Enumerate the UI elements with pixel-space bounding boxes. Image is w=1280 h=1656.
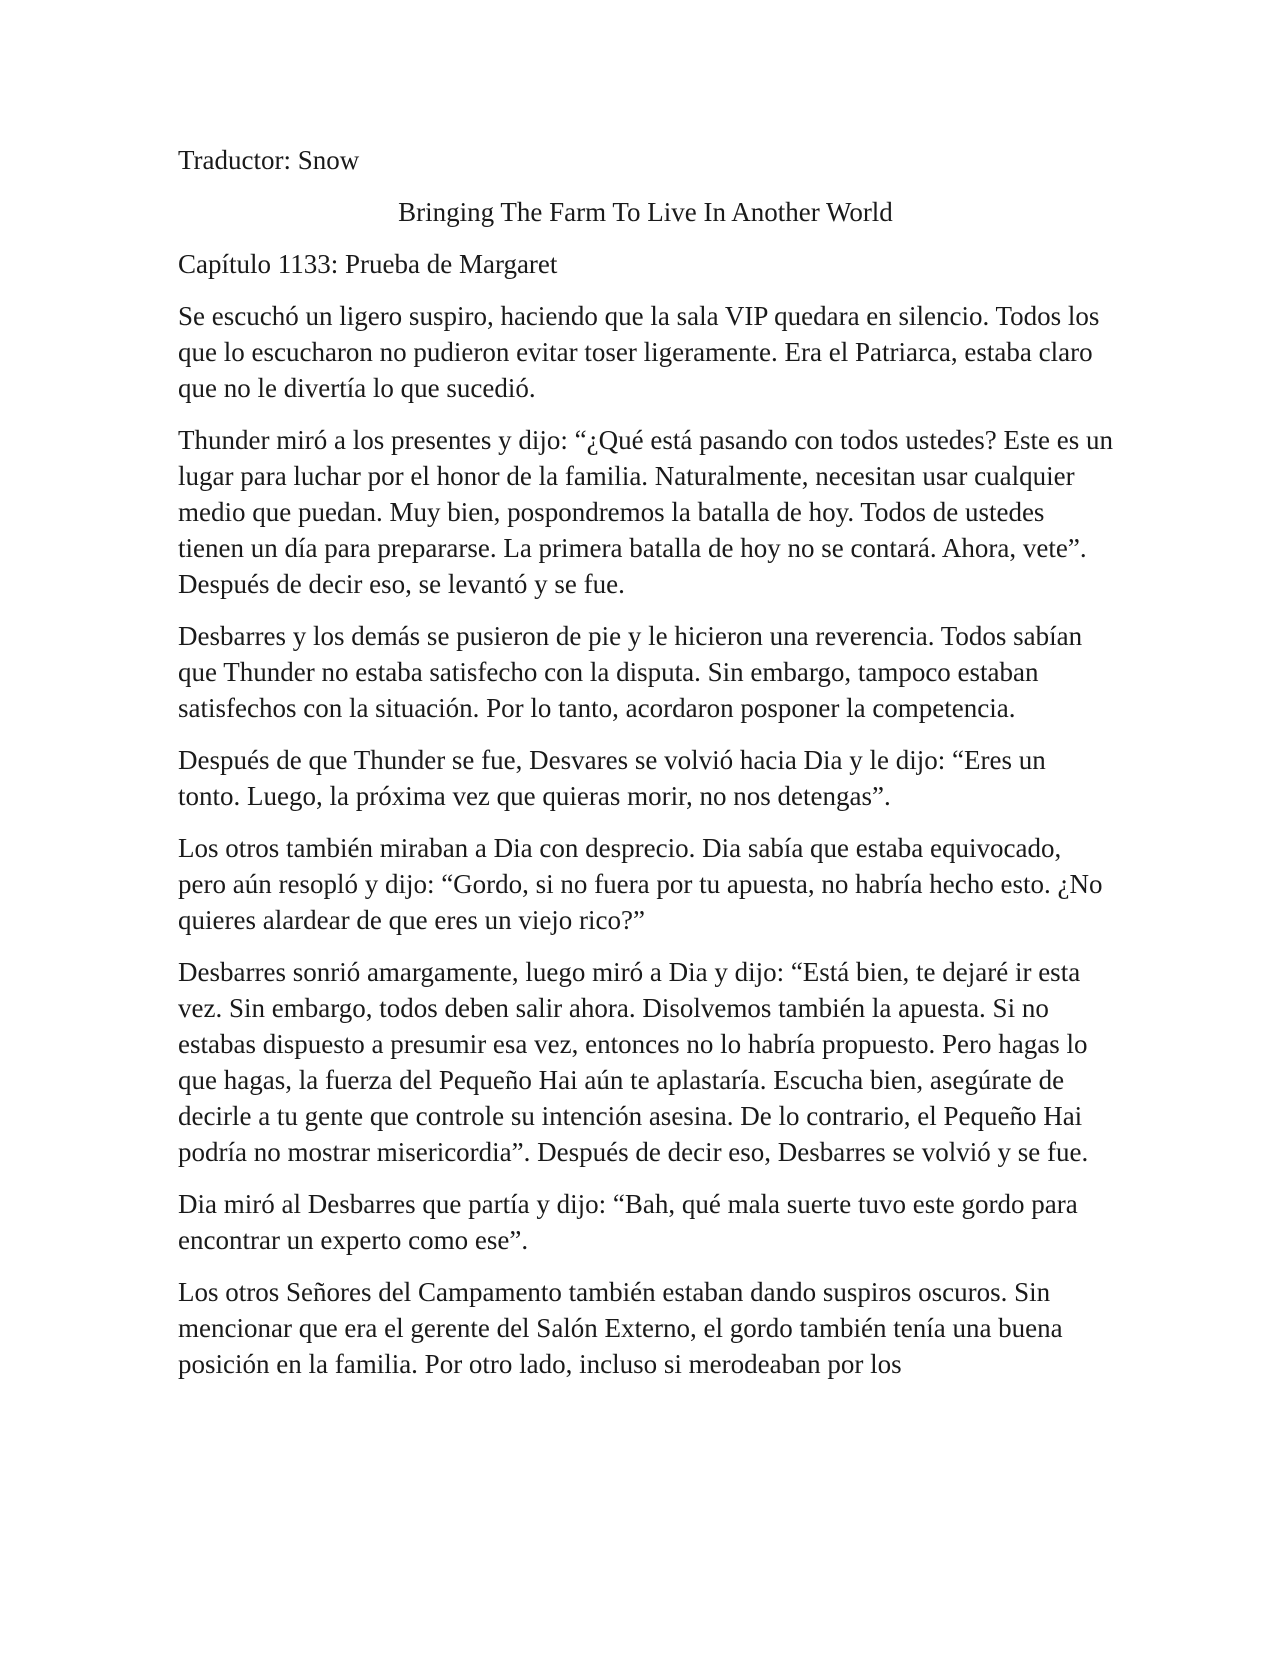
paragraph: Thunder miró a los presentes y dijo: “¿Qué está pasando con todos ustedes? Este es un lugar para luchar por el honor de la familia. Naturalmente, necesitan usar cualquier medio que puedan. Muy bien, pospondremos la batalla de hoy. Todos de ustedes tienen un día para prepararse. La primera batalla de hoy no se contará. Ahora, vete”. Después de decir eso, se levantó y se fue. (178, 425, 1114, 599)
paragraph: Desbarres y los demás se pusieron de pie y le hicieron una reverencia. Todos sabían que Thunder no estaba satisfecho con la disputa. Sin embargo, tampoco estaban satisfechos con la situación. Por lo tanto, acordaron posponer la competencia. (178, 621, 1083, 723)
document-body (178, 142, 1113, 1398)
paragraph: Los otros Señores del Campamento también estaban dando suspiros oscuros. Sin mencionar que era el gerente del Salón Externo, el gordo también tenía una buena posición en la familia. Por otro lado, incluso si merodeaban por los (178, 1277, 1063, 1379)
novel-title: Bringing The Farm To Live In Another World (398, 197, 893, 227)
paragraph: Después de que Thunder se fue, Desvares se volvió hacia Dia y le dijo: “Eres un tonto. Luego, la próxima vez que quieras morir, no nos detengas”. (178, 745, 1046, 811)
paragraph: Los otros también miraban a Dia con desprecio. Dia sabía que estaba equivocado, pero aún resopló y dijo: “Gordo, si no fuera por tu apuesta, no habría hecho esto. ¿No quieres alardear de que eres un viejo rico?” (178, 833, 1103, 935)
paragraph: Dia miró al Desbarres que partía y dijo: “Bah, qué mala suerte tuvo este gordo para encontrar un experto como ese”. (178, 1189, 1078, 1255)
chapter-title: Capítulo 1133: Prueba de Margaret (178, 249, 558, 279)
translator-credit: Traductor: Snow (178, 145, 360, 175)
paragraph: Se escuchó un ligero suspiro, haciendo que la sala VIP quedara en silencio. Todos los que lo escucharon no pudieron evitar toser ligeramente. Era el Patriarca, estaba claro que no le divertía lo que sucedió. (178, 301, 1100, 403)
paragraph: Desbarres sonrió amargamente, luego miró a Dia y dijo: “Está bien, te dejaré ir esta vez. Sin embargo, todos deben salir ahora. Disolvemos también la apuesta. Si no estabas dispuesto a presumir esa vez, entonces no lo habría propuesto. Pero hagas lo que hagas, la fuerza del Pequeño Hai aún te aplastaría. Escucha bien, asegúrate de decirle a tu gente que controle su intención asesina. De lo contrario, el Pequeño Hai podría no mostrar misericordia”. Después de decir eso, Desbarres se volvió y se fue. (178, 957, 1089, 1167)
